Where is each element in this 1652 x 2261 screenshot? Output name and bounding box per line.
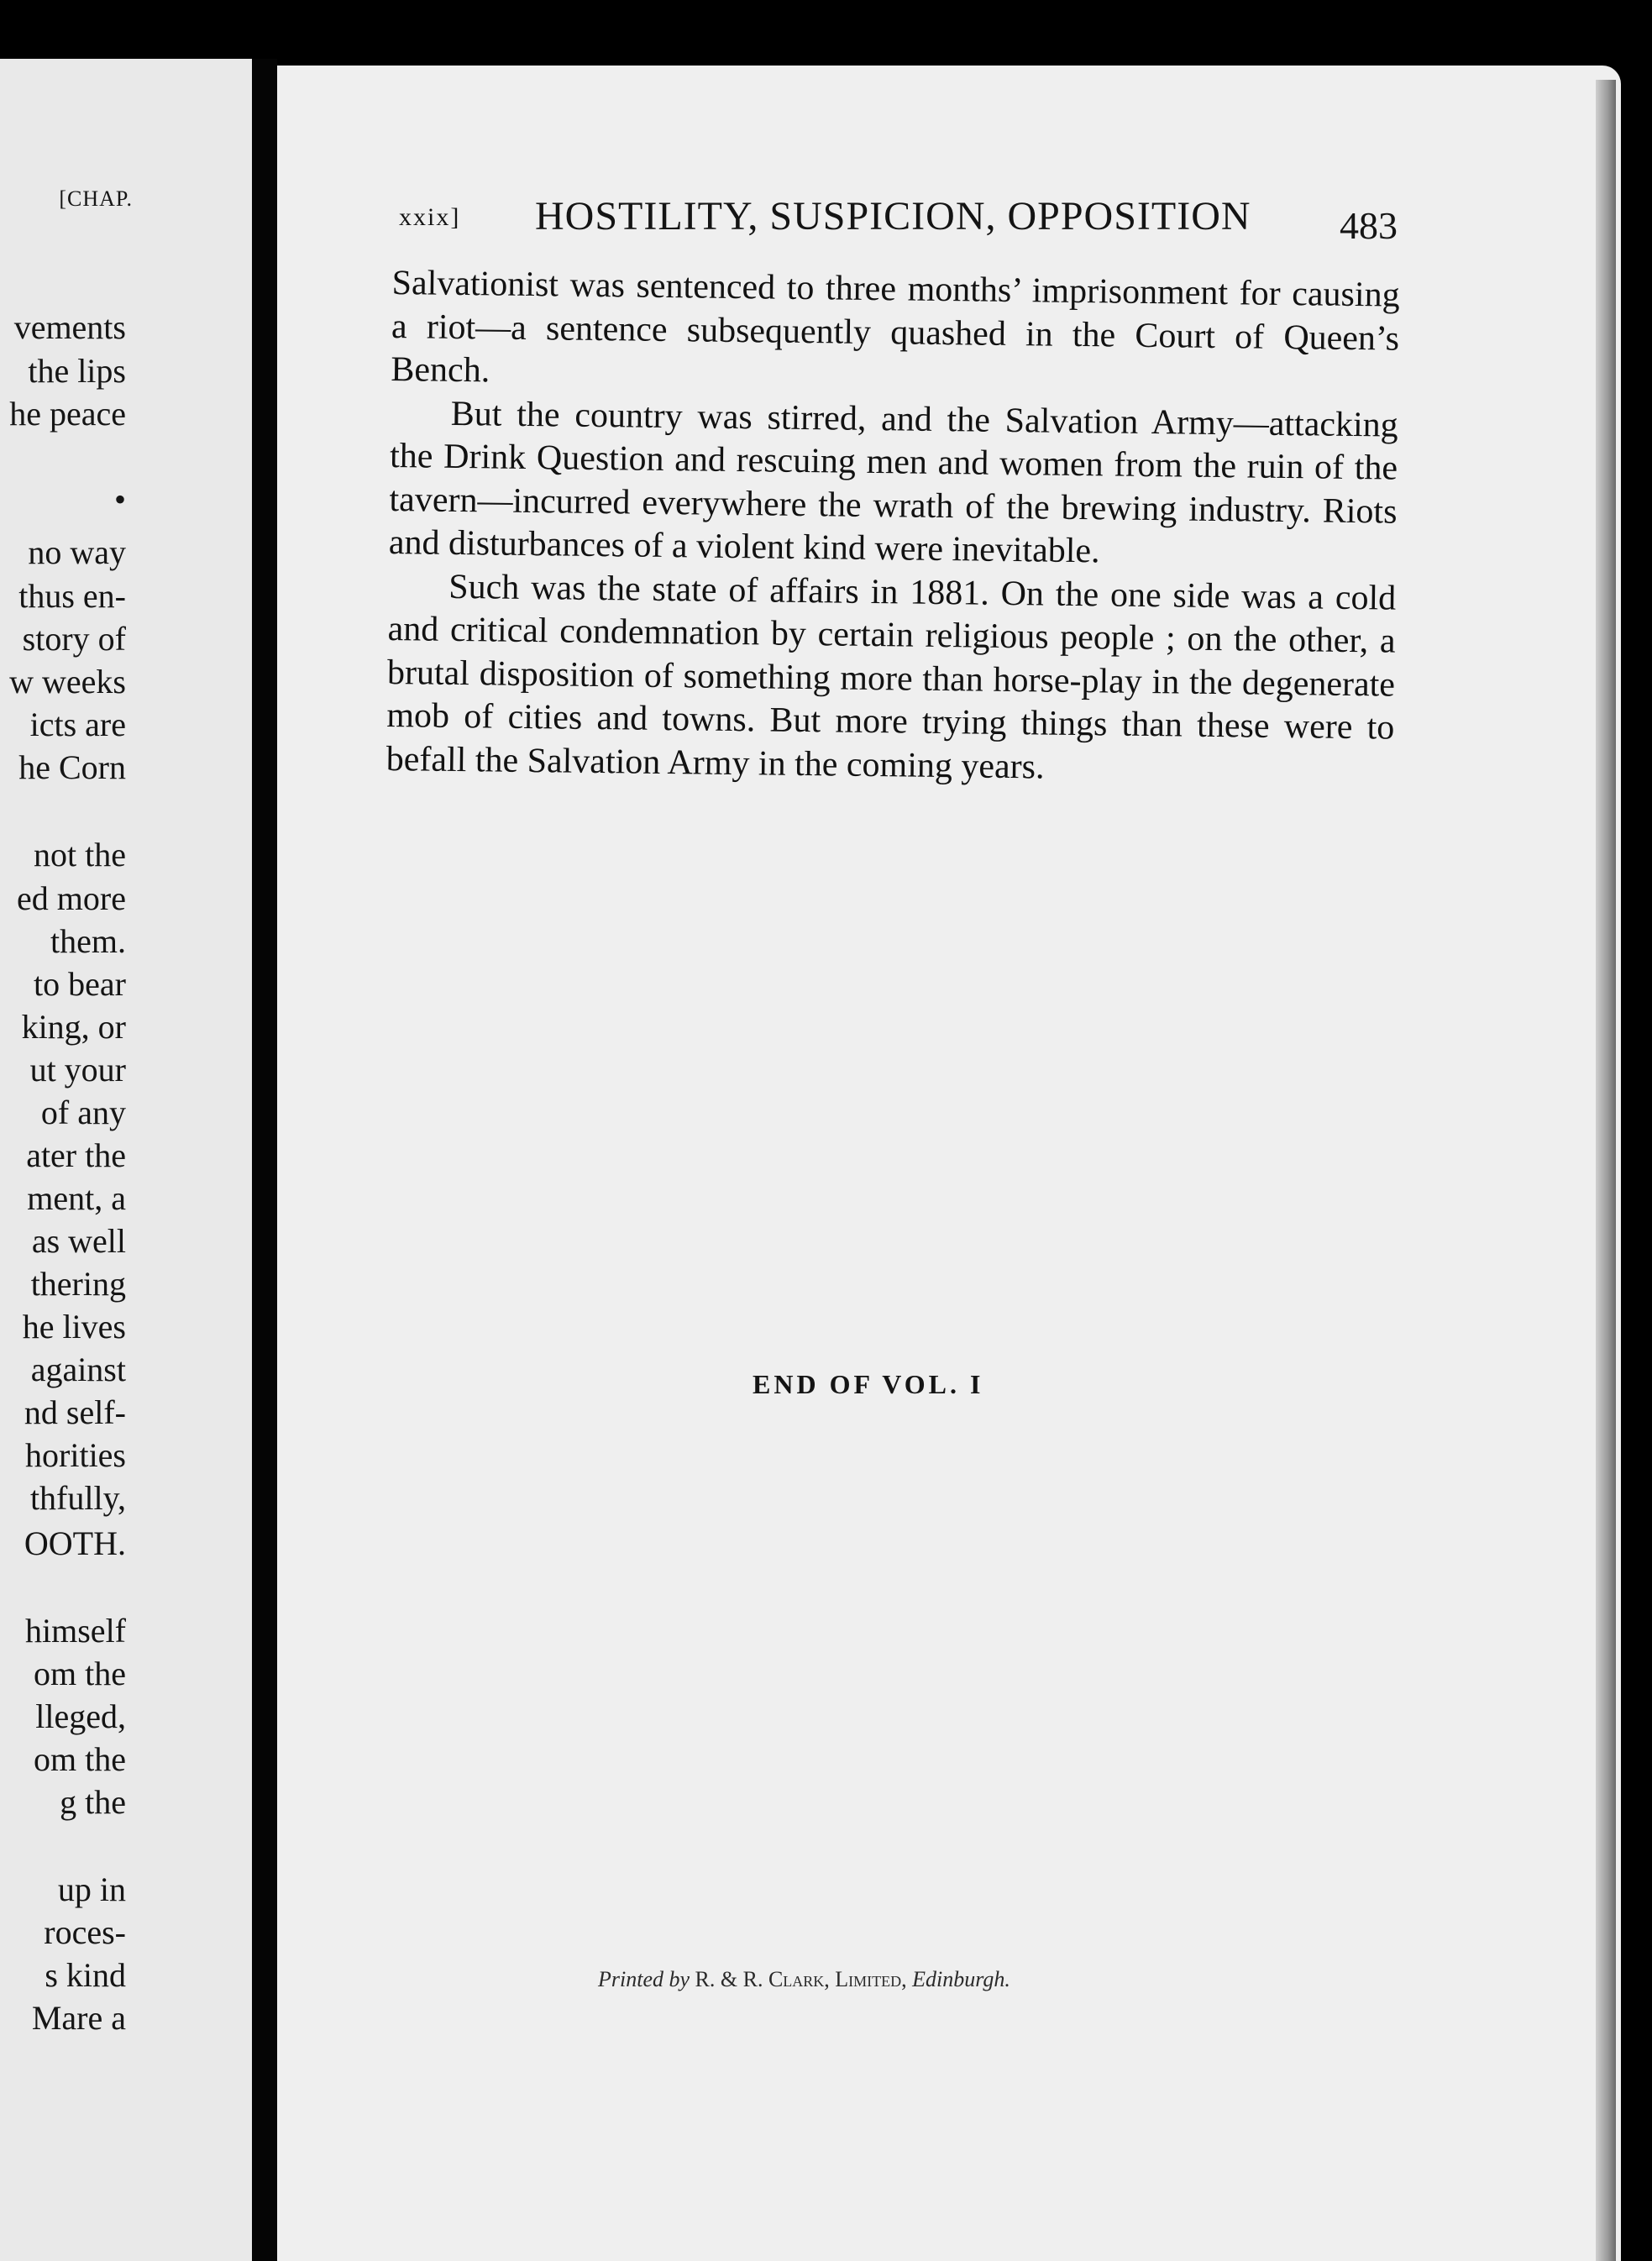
left-page-header: [CHAP. (59, 186, 133, 211)
body-text (385, 262, 1399, 794)
left-page-line: w weeks (9, 663, 126, 700)
left-page-line: om the (34, 1740, 126, 1778)
paragraph: But the country was stirred, and the Salvation Army—attacking the Drink Question and rescuing men and women from the ruin of the tavern—incurred everywhere the wrath of the brewing industry. Riots and disturbances of a violent kind were inevitable. (388, 394, 1398, 571)
left-page-line: Mare a (31, 1999, 126, 2037)
book-gutter (252, 59, 277, 2261)
left-page-line: up in (57, 1870, 126, 1908)
left-page-line: no way (28, 533, 126, 571)
printer-imprint (598, 1967, 1010, 1992)
left-page-line: he lives (22, 1308, 126, 1346)
paragraph: Such was the state of affairs in 1881. On the one side was a cold and critical condemnation by certain religious people ; on the other, a brutal disposition of something more than horse-play in the degenerate mob of cities and towns. But more trying things than these were to befall the Salvation Army in the coming years. (385, 567, 1397, 787)
left-page-line: thering (30, 1265, 126, 1303)
left-page-line: story of (22, 620, 126, 658)
left-page-line: ut your (29, 1051, 126, 1089)
left-page-line: lleged, (35, 1697, 126, 1735)
page-number: 483 (1340, 204, 1398, 247)
left-page-line: not the (34, 836, 126, 873)
left-page-line: ed more (17, 879, 126, 917)
left-page-line: them. (50, 922, 126, 960)
chapter-number: xxix] (399, 203, 461, 231)
imprint-printer: R. & R. Clark, Limited, (695, 1967, 907, 1991)
imprint-place: Edinburgh. (912, 1967, 1010, 1991)
left-page-line: horities (25, 1436, 126, 1474)
left-page-line: as well (31, 1222, 126, 1260)
paragraph: Salvationist was sentenced to three months’ imprisonment for causing a riot—a sentence subsequently quashed in the Court of Queen’s Bench. (391, 263, 1400, 391)
left-page-line: to bear (34, 965, 126, 1003)
left-page-line: of any (40, 1094, 126, 1131)
left-page-line: himself (25, 1612, 126, 1650)
left-page-line: g the (60, 1783, 126, 1821)
left-page-line: icts are (29, 706, 126, 743)
left-page-line: ment, a (27, 1179, 126, 1217)
left-page-line: vements (13, 308, 126, 346)
running-title: HOSTILITY, SUSPICION, OPPOSITION (535, 194, 1251, 239)
left-page-line: om the (34, 1655, 126, 1692)
left-page-line: ater the (26, 1136, 126, 1174)
running-head (399, 193, 1407, 252)
left-page-line: he peace (9, 395, 126, 433)
left-page-line: nd self- (24, 1393, 126, 1431)
left-page-line: thus en- (18, 577, 126, 615)
left-page-line: OOTH. (24, 1524, 126, 1562)
left-page-line: s kind (45, 1956, 126, 1994)
left-page-line: thfully, (29, 1479, 126, 1517)
left-page-line: the lips (28, 352, 126, 390)
end-of-volume-mark: END OF VOL. I (753, 1369, 984, 1399)
left-page (0, 59, 252, 2261)
left-page-line: • (113, 480, 126, 518)
left-page-line: against (30, 1351, 126, 1388)
left-page-line: king, or (21, 1008, 126, 1046)
imprint-printed-by: Printed by (598, 1967, 690, 1991)
page-edge (1596, 80, 1616, 2261)
left-page-line: he Corn (18, 748, 126, 786)
left-page-line: roces- (44, 1913, 126, 1951)
